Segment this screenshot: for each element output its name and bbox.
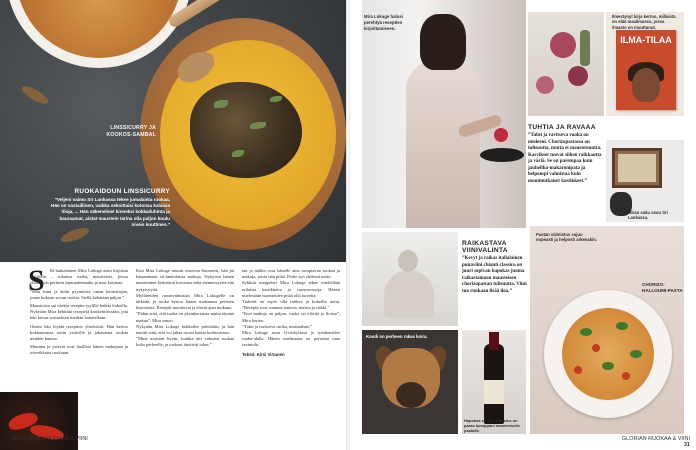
basil-leaf — [616, 322, 628, 330]
dried-leaf — [59, 225, 91, 245]
pasta-dish-label: CHORIZO-HALLOUMI-PASTA — [642, 282, 683, 293]
recipe-tag-title: RUOKAIDOUN LINSSICURRY — [74, 188, 170, 195]
paragraph: Mumma ja ystävät ovat ihailleet hänen makujaan ja toiveikkaita ruokiaan. — [30, 344, 128, 356]
dog-photo — [362, 330, 458, 434]
paragraph: Nykyään Mira Lokuge kokkailee päivittäin, ja hän nauttii siitä, että voi jakaa ruoan kautta kulttuuriaan. — [136, 323, 234, 336]
buddha-body — [384, 270, 434, 318]
article-column-3 — [242, 268, 340, 358]
article-column-2 — [136, 268, 234, 349]
paragraph: Ri-lankalainen Mira Lokuge astui kirjoista keittiöön – sukunsa ruoka, mausteiset, joissa yhdistyvät perheen lapsuudenmaku ja uusi kotimaa. — [30, 268, 128, 286]
book-cover — [616, 30, 676, 110]
bottle-label — [484, 380, 504, 404]
paragraph: ”Minä muistan hyvin, kuinka äiti valmisti ruokaa koko perheelle, ja tuoksut täyttivät talon.” — [136, 336, 234, 348]
rose — [536, 76, 554, 94]
book-caption: Ilmestynyt kirja kertoo, millaista on elää maailmassa, jossa ilmasto on muuttunut. — [612, 14, 676, 30]
paragraph: Mira Lokuge asuu Jyväskylässä ja työskentelee ruoka-alalla. Hänen unelmansa on perustaa oma ravintola. — [242, 330, 340, 348]
left-page — [0, 0, 346, 450]
paragraph: ”Pidän siitä, että ruoka on yksinkertaista mutta täynnä makua”, Mira sanoo. — [136, 311, 234, 323]
pull-quote-1-title: TUHTIA JA RAVAAA — [528, 124, 596, 131]
paragraph: Tärkeää on myös olla rohkea ja kokeilla uutta. ”Reseptit ovat suuntaa antavia, maista ja säädä.” — [242, 299, 340, 311]
paragraph: Kun Mira Lokuge muutti nuorena Suomeen, hän jäi kaipaamaan sri-lankalaisia makuja. Nykyisin hänen mausteinen keittiönsä kuvastaa sekä menneisyyttä että nykyisyyttä. — [136, 268, 234, 292]
dish-caption: LINSSICURRY JA KOOKOS-SAMBAL — [106, 125, 156, 138]
cover-figure-face — [632, 68, 660, 102]
picture-frame — [612, 148, 662, 188]
red-flower — [494, 128, 508, 142]
book-title: ILMA-TILAA — [620, 35, 672, 45]
mira-caption: Mira Lokuge halusi perehtyä reseptien kirjoittamiseen. — [364, 14, 403, 31]
right-page — [350, 0, 696, 450]
woman-hair — [420, 14, 466, 70]
paragraph: ”Sain isäni ja äidin pyynnöstä oman keittokirjan, jonne kokoan suvun ruokia. Siellä kokataan paljon.” — [30, 288, 128, 300]
buddha-head — [398, 250, 418, 272]
basil-leaf — [602, 362, 614, 370]
roses-photo — [528, 12, 604, 116]
page-number: 31 — [683, 442, 690, 448]
page-folio-right — [620, 436, 690, 448]
buddha-statue-photo — [362, 232, 458, 326]
drop-cap: S — [28, 264, 45, 297]
wine-caption: Hapokas chianti classico on paras kumppani mausteiselle pastalle. — [464, 418, 520, 434]
tomato — [574, 366, 582, 374]
coconut-sambal — [190, 82, 302, 178]
paragraph: Maustoista sai itsekin reseptin tyylille kaikki kokeilla. Nykyään Mira kehittää reseptejä kotikeittiössään, jota hän kuvaa sosiaalisen median kanavillaan. — [30, 303, 128, 321]
basil-leaf — [580, 328, 592, 336]
spiced-rice — [16, 0, 182, 58]
pull-quote-1 — [528, 124, 604, 185]
page-folio-left — [12, 436, 88, 442]
publication-name: GLORIAN RUOKAA & VIINI — [621, 436, 690, 442]
dog-muzzle — [396, 382, 426, 408]
tomato — [592, 344, 600, 352]
paragraph: Mylläreiden ruoanvalmistus Mira Lokugelle on tärkeää, ja ruoka kertoo hänen mukaansa perheen historiasta. Reseptit muuttuvat ja elävät ajan mukana. — [136, 292, 234, 311]
bottle-neck — [489, 332, 499, 350]
rose — [550, 32, 576, 58]
rose — [568, 66, 588, 86]
tomato — [622, 372, 630, 380]
page-number: 30 — [12, 436, 19, 442]
author-credit: Teksti: Kirsi Virtanen — [242, 351, 285, 357]
frame-caption: Miran suku asuu Sri Lankassa. — [628, 210, 668, 221]
recipe-tag — [50, 188, 170, 228]
pull-quote-2 — [462, 240, 528, 295]
dog-caption: Koodi on perheen rakas koira. — [366, 334, 428, 339]
woman-figure — [406, 60, 480, 228]
paragraph: ”Kun makuja on paljon, ruoka on elävää ja iloista”, Mira kertoo. — [242, 311, 340, 323]
article-column-1 — [28, 264, 128, 359]
pasta-photo — [530, 226, 684, 434]
recipe-tag-text: ”Veljeni vaimo Sri Lankassa tekee jumalaista ruokaa. Hän on vastaillinen, vaikka sekoittaisi kotonsa kalaisia tiloja, ... Hän väkeneliset kinneksi kokkailuhinta ja hauraamat, aistat maustein tarina olla paljon koulu niveis kuuttinen.” — [51, 197, 170, 227]
pull-quote-1-text: ”Tuhti ja ravitseva ruoka on mieleeni. Chorizopastassa on tulisuutta, mutta ei mausteisuutta. Kasvikset tuovat siihen raikkautta ja väriä. Se on parempaa kuin jauheliha-makaronipata ja helpompi valmistaa kuin monimutkaiset kastikkeet.” — [528, 133, 602, 184]
paragraph: Sykkiin aseppehei Mira Lokuge tekee mielellään erilaisia kastikkeita ja currysoosseja. Hänen mielestään mausteiden pitää olla tuoreita. — [242, 280, 340, 298]
stem — [580, 30, 590, 66]
basil-leaf — [630, 350, 642, 358]
paragraph: tan ja mäkin ovat hänelle aina tavaptavaa ruokaa ja makuja, joista hän pitää. Perhe syö yhdessä usein. — [242, 268, 340, 280]
framed-picture — [618, 154, 656, 182]
pasta-caption: Pastan valmistus sujuu nopeasti ja helposti arkenakin. — [536, 232, 597, 243]
publication-name: GLORIAN RUOKAA & VIINI — [19, 436, 88, 442]
paragraph: ”Tuhti ja ravitseva ruoka, muistathan.” — [242, 323, 312, 329]
pull-quote-2-title: RAIKASTAVA VIINIVALINTA — [462, 240, 508, 254]
mira-portrait-photo — [362, 0, 526, 228]
dried-leaf — [20, 83, 51, 107]
frying-pan — [480, 148, 524, 162]
pull-quote-2-text: ”Kevyt ja raikas italialainen punaviini chianti classico on juuri sopivan hapokas juoma raikastamaan mausteisen chorizopastan tulisuutta. Viini tuo ruokaan lisää iloa.” — [462, 256, 527, 294]
paragraph: Onnea hän löytää reseptien yhteisöstä. Hän kertoo kokkaavansa usein ystäville ja jakavansa ruokaa muiden kanssa. — [30, 323, 128, 342]
